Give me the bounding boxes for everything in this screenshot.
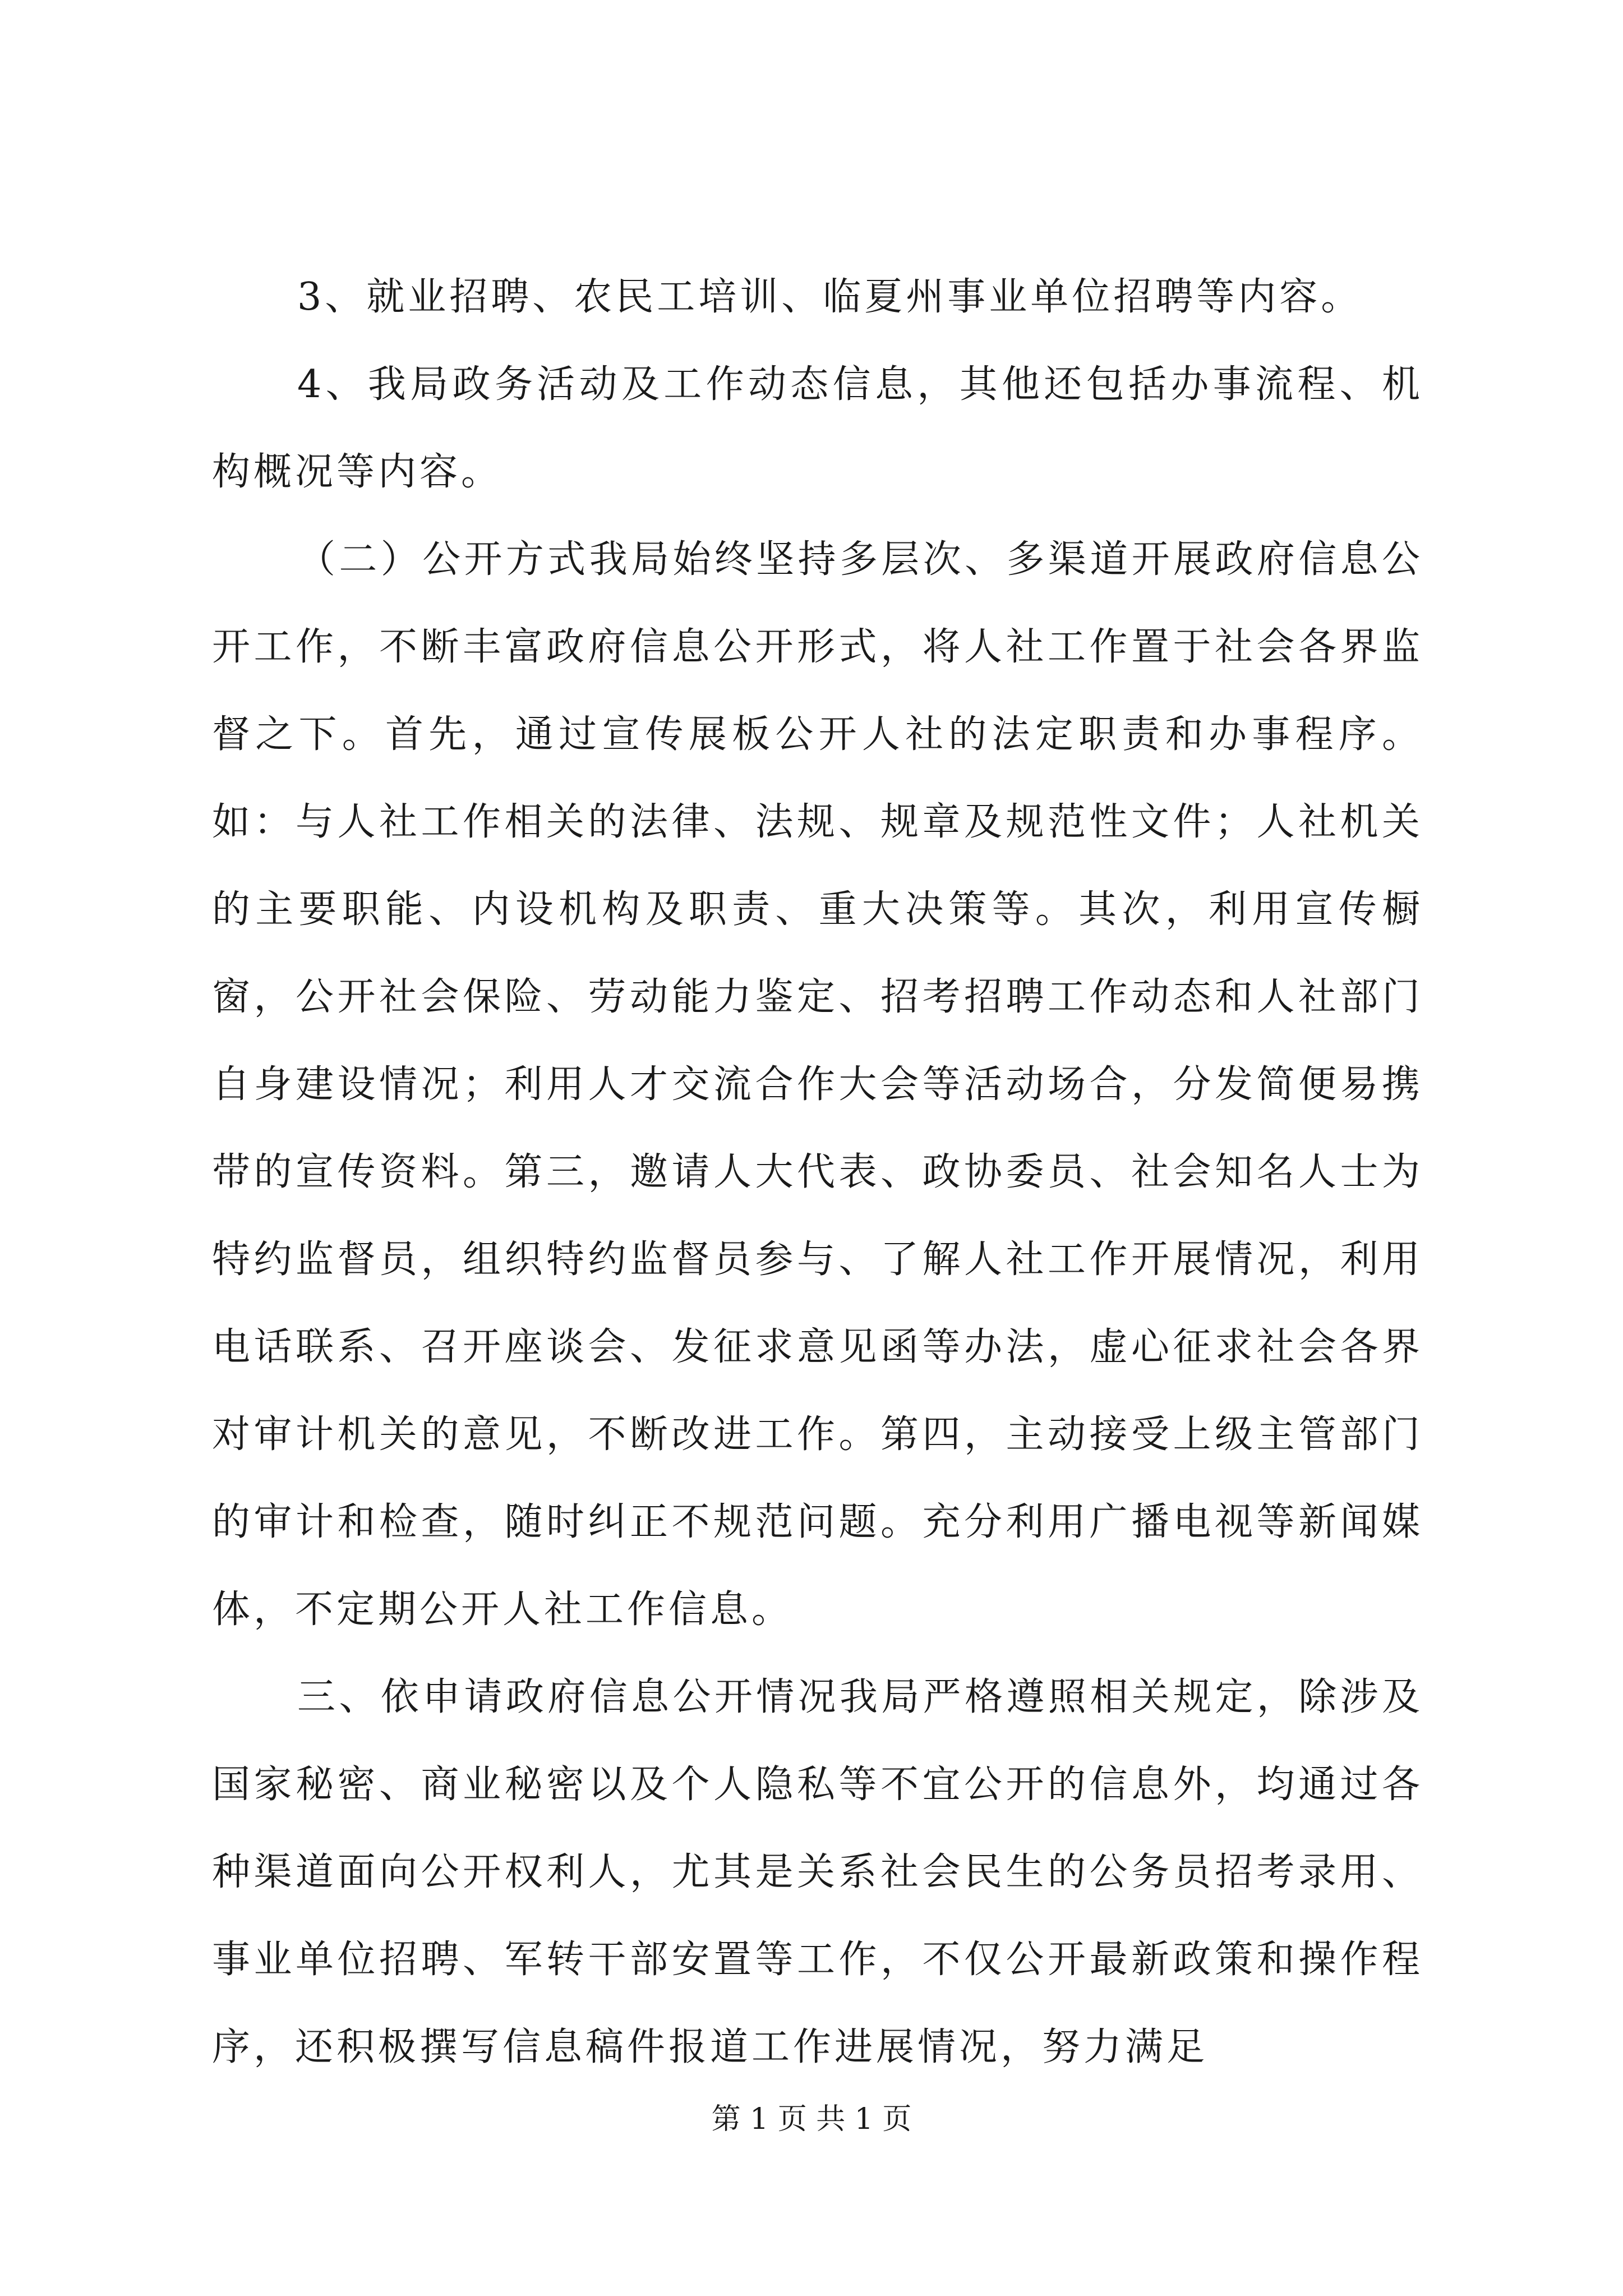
page-footer: 第 1 页 共 1 页 [711,2102,912,2136]
document-body [212,254,1423,2091]
paragraph-item-3: 3、就业招聘、农民工培训、临夏州事业单位招聘等内容。 [297,275,1363,319]
paragraph-disclosure-methods: （二）公开方式我局始终坚持多层次、多渠道开展政府信息公开工作，不断丰富政府信息公开形式，将人社工作置于社会各界监督之下。首先，通过宣传展板公开人社的法定职责和办事程序。如：与人社工作相关的法律、法规、规章及规范性文件；人社机关的主要职能、内设机构及职责、重大决策等。其次，利用宣传橱窗，公开社会保险、劳动能力鉴定、招考招聘工作动态和人社部门自身建设情况；利用人才交流合作大会等活动场合，分发简便易携带的宣传资料。第三，邀请人大代表、政协委员、社会知名人士为特约监督员，组织特约监督员参与、了解人社工作开展情况，利用电话联系、召开座谈会、发征求意见函等办法，虚心征求社会各界对审计机关的意见，不断改进工作。第四，主动接受上级主管部门的审计和检查，随时纠正不规范问题。充分利用广播电视等新闻媒体，不定期公开人社工作信息。 [212,537,1423,1632]
paragraph-item-4: 4、我局政务活动及工作动态信息，其他还包括办事流程、机构概况等内容。 [212,362,1423,494]
paragraph-request-disclosure: 三、依申请政府信息公开情况我局严格遵照相关规定，除涉及国家秘密、商业秘密以及个人隐私等不宜公开的信息外，均通过各种渠道面向公开权利人，尤其是关系社会民生的公务员招考录用、事业单位招聘、军转干部安置等工作，不仅公开最新政策和操作程序，还积极撰写信息稿件报道工作进展情况，努力满足 [212,1675,1423,2069]
